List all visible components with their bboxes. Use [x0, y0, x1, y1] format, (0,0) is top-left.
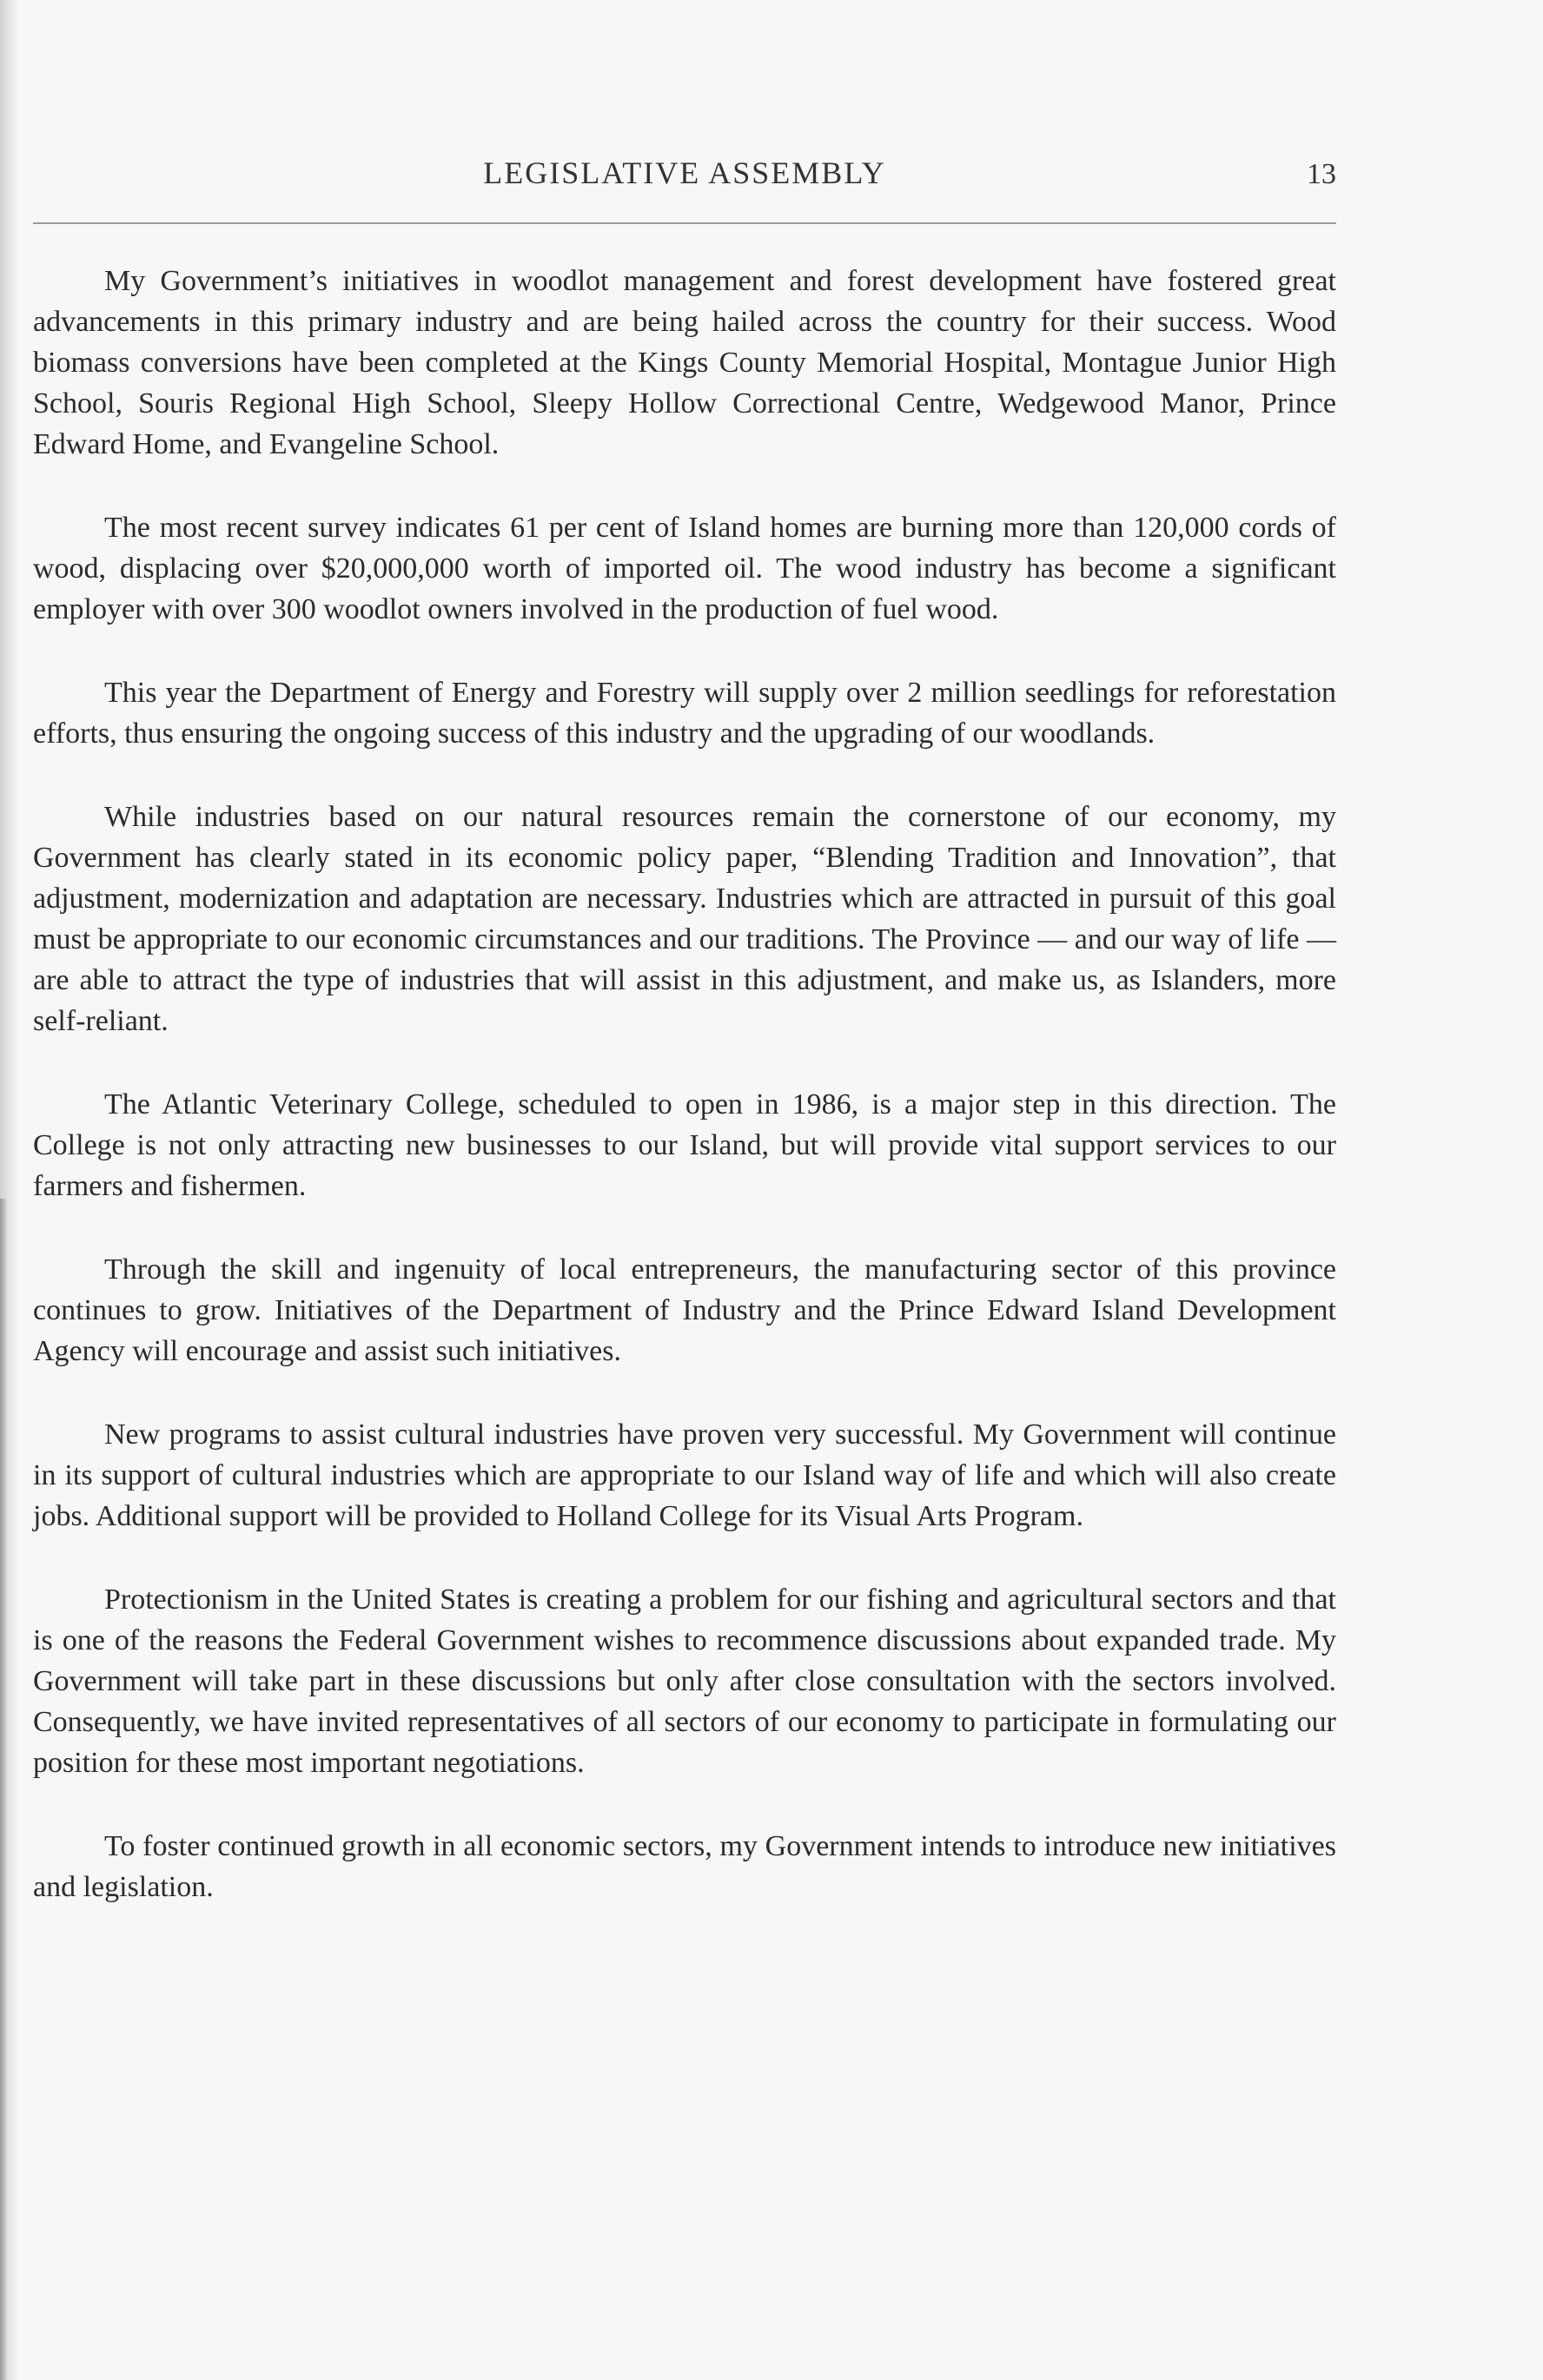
running-title: LEGISLATIVE ASSEMBLY [483, 155, 886, 190]
paragraph: The most recent survey indicates 61 per cent of Island homes are burning more than 120,000 cords of wood, displacing over $20,000,000 worth of imported oil. The wood industry has become a significant employer with over 300 woodlot owners involved in the production of fuel wood. [33, 512, 1336, 625]
paragraph: To foster continued growth in all economic sectors, my Government intends to introduce new initiatives and legislation. [33, 1830, 1336, 1903]
paragraph: Through the skill and ingenuity of local entrepreneurs, the manufacturing sector of this province continues to grow. Initiatives of the Department of Industry and the Prince Edward Island Development Agency will encourage and assist such initiatives. [33, 1253, 1336, 1367]
paragraph: The Atlantic Veterinary College, scheduled to open in 1986, is a major step in this direction. The College is not only attracting new businesses to our Island, but will provide vital support services to our farmers and fishermen. [33, 1088, 1336, 1202]
header-rule [33, 222, 1336, 224]
page-binding-edge [0, 1199, 7, 2380]
paragraph: Protectionism in the United States is creating a problem for our fishing and agricultural sectors and that is one of the reasons the Federal Government wishes to recommence discussions about expanded trade. My Government will take part in these discussions but only after close consultation with the sectors involved. Consequently, we have invited representatives of all sectors of our economy to participate in formulating our position for these most important negotiations. [33, 1583, 1336, 1779]
paragraph: While industries based on our natural resources remain the cornerstone of our economy, my Government has clearly stated in its economic policy paper, “Blending Tradition and Innovation”, that adjustment, modernization and adaptation are necessary. Industries which are attracted in pursuit of this goal must be appropriate to our economic circumstances and our traditions. The Province — and our way of life — are able to attract the type of industries that will assist in this adjustment, and make us, as Islanders, more self-reliant. [33, 801, 1336, 1037]
page-header [33, 155, 1336, 207]
paragraph: New programs to assist cultural industries have proven very successful. My Government will continue in its support of cultural industries which are appropriate to our Island way of life and which will also create jobs. Additional support will be provided to Holland College for its Visual Arts Program. [33, 1418, 1336, 1532]
page-number: 13 [1307, 158, 1336, 190]
paragraph: This year the Department of Energy and Forestry will supply over 2 million seedlings for reforestation efforts, thus ensuring the ongoing success of this industry and the upgrading of our woodlands. [33, 677, 1336, 750]
body-text [33, 261, 1336, 1950]
paragraph: My Government’s initiatives in woodlot management and forest development have fostered great advancements in this primary industry and are being hailed across the country for their success. Wood biomass conversions have been completed at the Kings County Memorial Hospital, Montague Junior High School, Souris Regional High School, Sleepy Hollow Correctional Centre, Wedgewood Manor, Prince Edward Home, and Evangeline School. [33, 265, 1336, 460]
